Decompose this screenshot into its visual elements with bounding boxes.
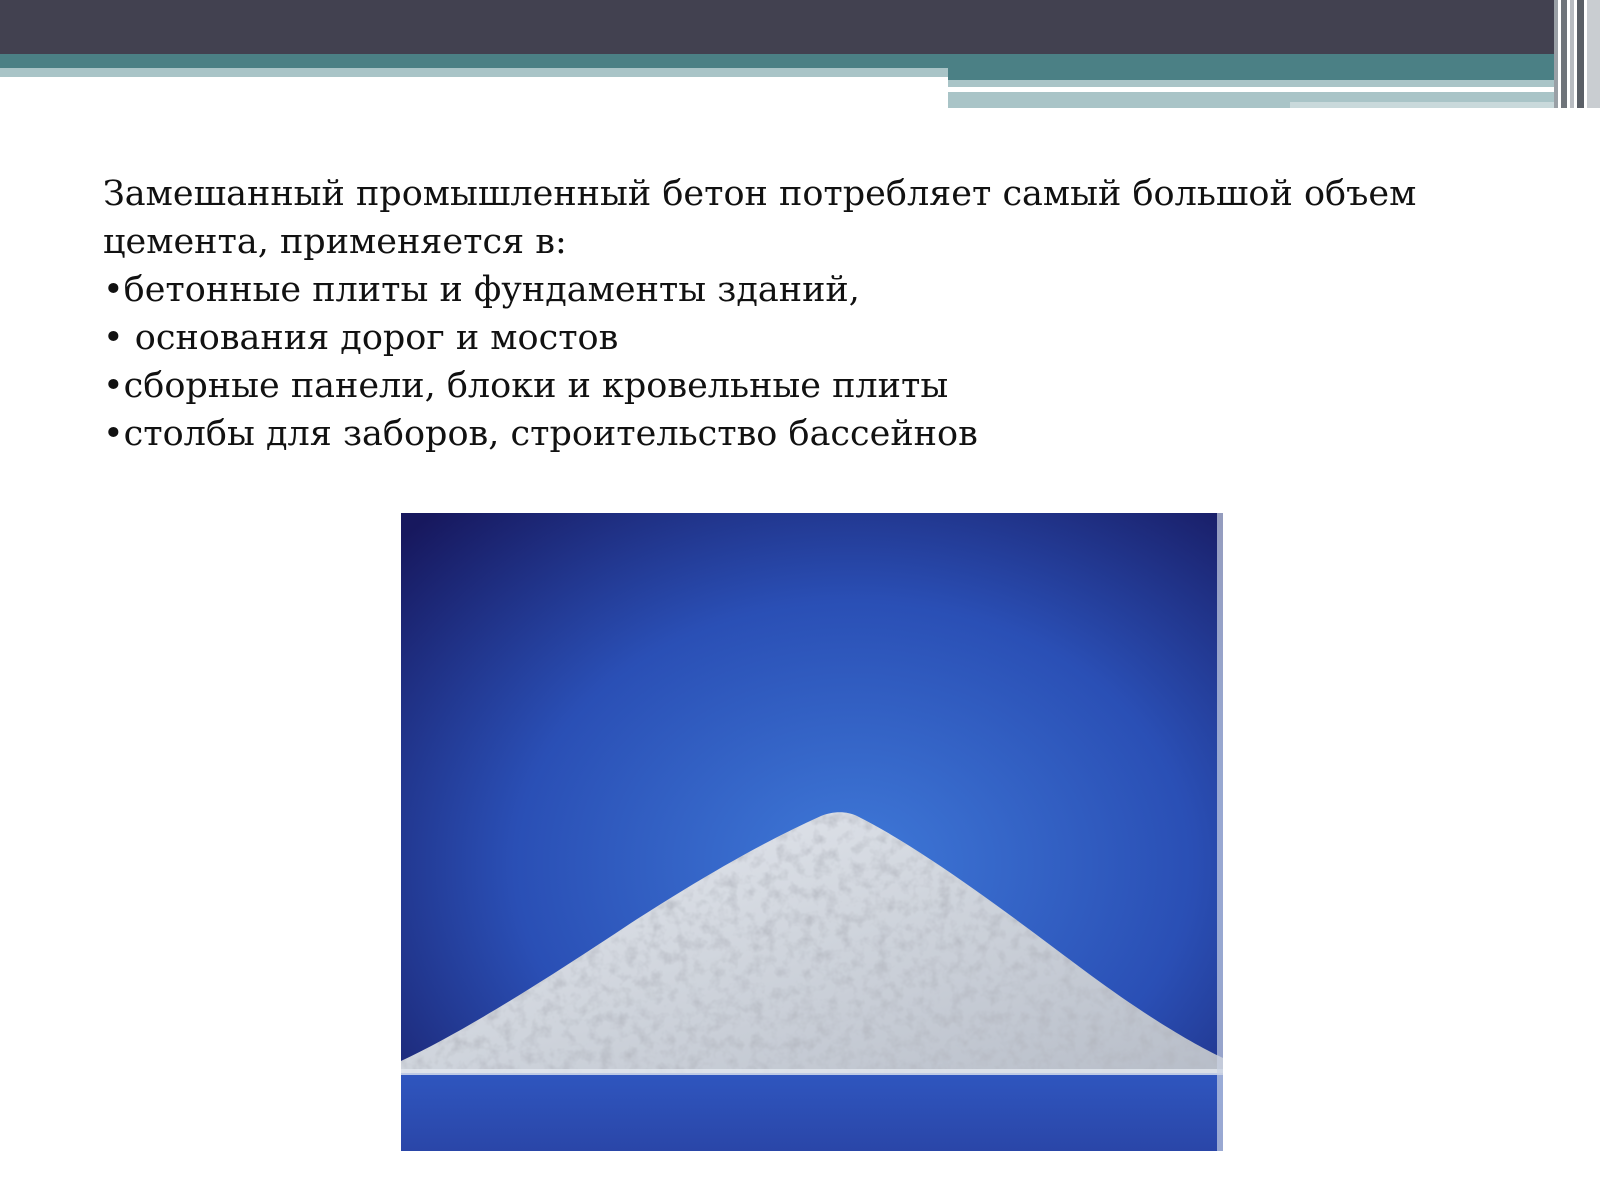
intro-line-1: Замешанный промышленный бетон потребляет самый большой объем bbox=[103, 174, 1417, 214]
cement-pile-photo bbox=[401, 513, 1223, 1151]
header-band-teal-right bbox=[948, 68, 1600, 80]
header-band-light-left bbox=[0, 68, 948, 77]
header-band-dark bbox=[0, 0, 1600, 54]
header-vertical-stripes bbox=[1554, 0, 1600, 108]
bullet-item-3: •сборные панели, блоки и кровельные плиты bbox=[103, 366, 949, 406]
slide-body-text bbox=[103, 170, 1523, 458]
intro-line-2: цемента, применяется в: bbox=[103, 222, 567, 262]
header-band-teal bbox=[0, 54, 1600, 68]
bullet-item-2: • основания дорог и мостов bbox=[103, 318, 619, 358]
bullet-item-1: •бетонные плиты и фундаменты зданий, bbox=[103, 270, 860, 310]
header-band-tail bbox=[1290, 102, 1568, 108]
bullet-item-4: •столбы для заборов, строительство бассейнов bbox=[103, 414, 978, 454]
header-band-light-right bbox=[948, 80, 1600, 87]
